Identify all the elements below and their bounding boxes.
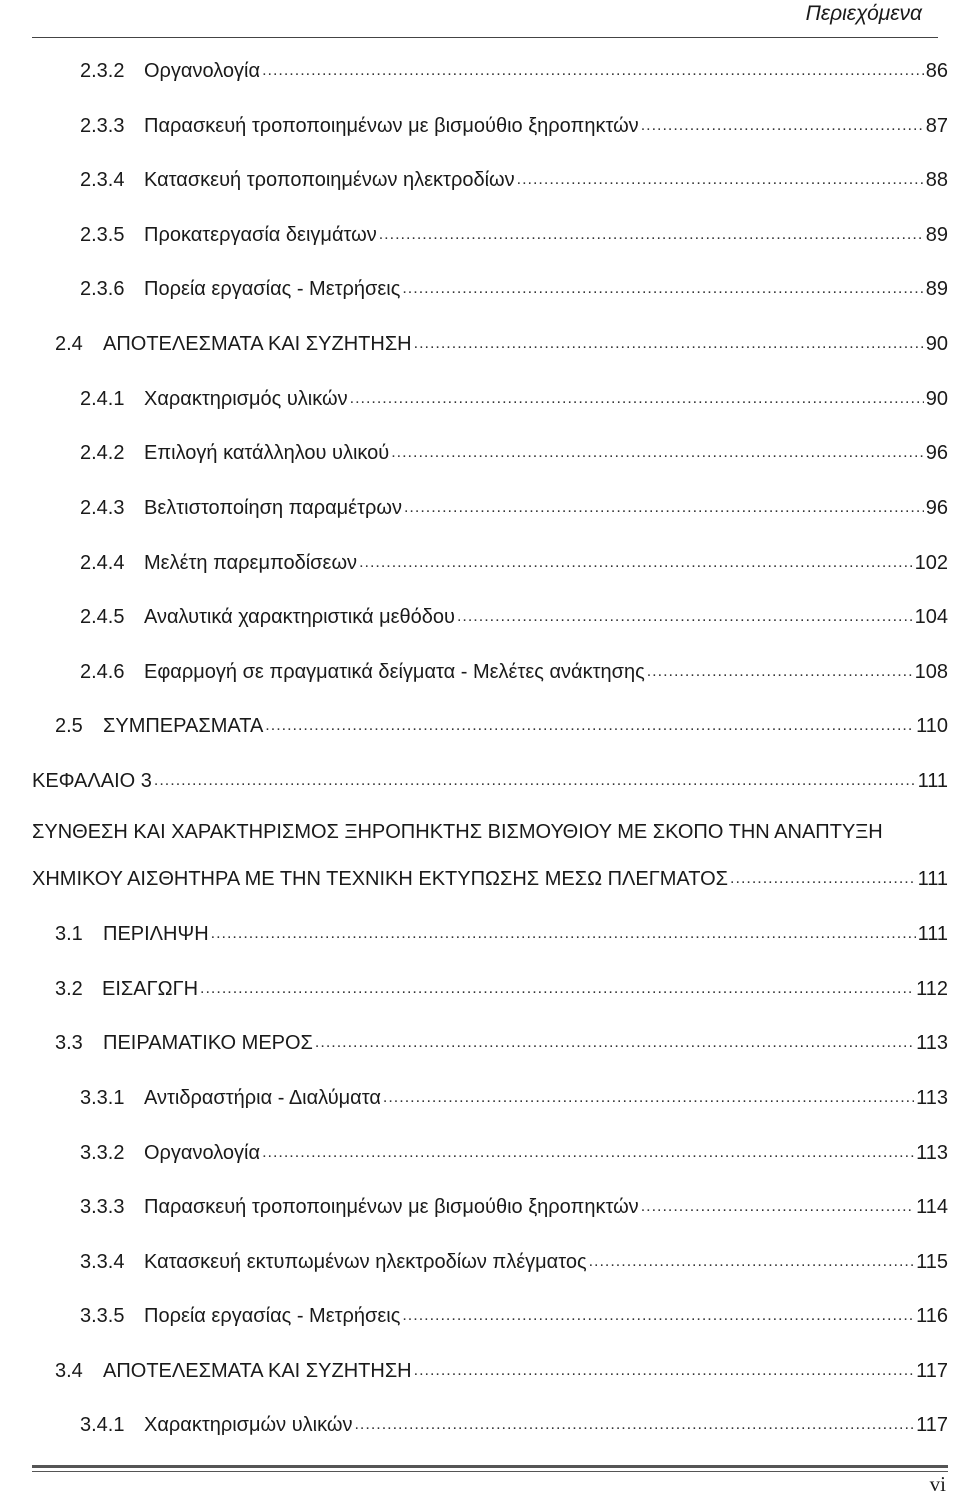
toc-entry[interactable] xyxy=(80,382,948,412)
toc-entry-page: 87 xyxy=(925,115,948,137)
toc-entry-page: 113 xyxy=(916,1032,948,1054)
toc-entry[interactable] xyxy=(32,764,948,794)
toc-entry[interactable] xyxy=(80,218,948,248)
toc-dot-leader xyxy=(641,1194,914,1220)
toc-entry[interactable] xyxy=(80,1299,948,1329)
toc-entry-page: 102 xyxy=(914,552,948,574)
header-title: Περιεχόμενα xyxy=(805,2,922,25)
toc-entry-number: 2.4.2 xyxy=(80,442,125,464)
toc-dot-leader xyxy=(262,58,924,84)
toc-entry[interactable] xyxy=(80,655,948,685)
toc-entry[interactable] xyxy=(32,862,948,892)
toc-entry[interactable] xyxy=(80,546,948,576)
toc-dot-leader xyxy=(414,331,924,357)
toc-entry-number: 3.3.5 xyxy=(80,1305,125,1327)
toc-entry[interactable] xyxy=(55,917,948,947)
toc-entry-number: 2.4.3 xyxy=(80,497,125,519)
toc-entry-page: 110 xyxy=(916,715,948,737)
toc-entry-label: ΚΕΦΑΛΑΙΟ 3 xyxy=(32,770,152,792)
toc-entry-number: 2.3.4 xyxy=(80,169,125,191)
footer-page-number: vi xyxy=(929,1472,946,1496)
toc-entry[interactable] xyxy=(80,491,948,521)
toc-entry-label: ΑΠΟΤΕΛΕΣΜΑΤΑ ΚΑΙ ΣΥΖΗΤΗΣΗ xyxy=(103,1360,412,1382)
toc-entry-number: 2.4.5 xyxy=(80,606,125,628)
toc-entry-label: ΧΗΜΙΚΟΥ ΑΙΣΘΗΤΗΡΑ ΜΕ ΤΗΝ ΤΕΧΝΙΚΗ ΕΚΤΥΠΩΣΗΣ ΜΕΣΩ ΠΛΕΓΜΑΤΟΣ xyxy=(32,868,729,890)
toc-entry-label: Εφαρμογή σε πραγματικά δείγματα - Μελέτες ανάκτησης xyxy=(144,661,645,683)
toc-entry-page: 111 xyxy=(917,923,948,945)
toc-entry-label: Παρασκευή τροποποιημένων με βισμούθιο ξηροπηκτών xyxy=(144,1196,639,1218)
toc-entry-page: 96 xyxy=(925,442,948,464)
toc-dot-leader xyxy=(354,1412,914,1438)
toc-dot-leader xyxy=(359,550,913,576)
toc-dot-leader xyxy=(391,440,924,466)
toc-entry[interactable] xyxy=(80,1081,948,1111)
toc-entry[interactable] xyxy=(55,1354,948,1384)
toc-entry-page: 104 xyxy=(914,606,948,628)
toc-entry-label: ΑΠΟΤΕΛΕΣΜΑΤΑ ΚΑΙ ΣΥΖΗΤΗΣΗ xyxy=(103,333,412,355)
toc-entry[interactable] xyxy=(80,1245,948,1275)
toc-entry-label: ΠΕΙΡΑΜΑΤΙΚΟ ΜΕΡΟΣ xyxy=(103,1032,313,1054)
toc-entry-label: Αναλυτικά χαρακτηριστικά μεθόδου xyxy=(144,606,455,628)
toc-entry-label: Προκατεργασία δειγμάτων xyxy=(144,224,377,246)
toc-entry[interactable] xyxy=(80,109,948,139)
toc-entry-number: 2.4.4 xyxy=(80,552,125,574)
toc-entry-label: Χαρακτηρισμών υλικών xyxy=(144,1414,353,1436)
toc-entry-label: Παρασκευή τροποποιημένων με βισμούθιο ξηροπηκτών xyxy=(144,115,639,137)
toc-entry-number: 2.3.3 xyxy=(80,115,125,137)
toc-entry-number: 2.3.6 xyxy=(80,278,125,300)
toc-entry-number: 2.3.5 xyxy=(80,224,125,246)
toc-entry-label[interactable]: ΣΥΝΘΕΣΗ ΚΑΙ ΧΑΡΑΚΤΗΡΙΣΜΟΣ ΞΗΡΟΠΗΚΤΗΣ ΒΙΣΜΟΥΘΙΟΥ ΜΕ ΣΚΟΠΟ ΤΗΝ ΑΝΑΠΤΥΞΗ xyxy=(32,821,883,843)
toc-entry[interactable] xyxy=(55,972,948,1002)
toc-dot-leader xyxy=(402,276,923,302)
toc-entry-label: ΠΕΡΙΛΗΨΗ xyxy=(103,923,209,945)
toc-entry-label: Πορεία εργασίας - Μετρήσεις xyxy=(144,278,401,300)
toc-entry-number: 3.2 xyxy=(55,978,83,1000)
toc-entry[interactable] xyxy=(80,1136,948,1166)
toc-dot-leader xyxy=(211,921,916,947)
toc-entry-page: 86 xyxy=(925,60,948,82)
toc-entry-page: 112 xyxy=(916,978,948,1000)
toc-entry-number: 3.3.1 xyxy=(80,1087,125,1109)
toc-entry-label: Πορεία εργασίας - Μετρήσεις xyxy=(144,1305,401,1327)
toc-entry-page: 88 xyxy=(925,169,948,191)
toc-entry-number: 2.4.6 xyxy=(80,661,125,683)
toc-dot-leader xyxy=(517,167,924,193)
toc-dot-leader xyxy=(265,713,914,739)
toc-entry-page: 116 xyxy=(916,1305,948,1327)
toc-entry-page: 117 xyxy=(916,1414,948,1436)
toc-dot-leader xyxy=(379,222,924,248)
toc-entry[interactable] xyxy=(55,709,948,739)
toc-entry-page: 115 xyxy=(916,1251,948,1273)
toc-entry[interactable] xyxy=(80,1190,948,1220)
toc-dot-leader xyxy=(589,1249,915,1275)
toc-entry-number: 3.3.3 xyxy=(80,1196,125,1218)
toc-entry-label: Κατασκευή εκτυπωμένων ηλεκτροδίων πλέγματος xyxy=(144,1251,587,1273)
toc-entry-number: 3.3 xyxy=(55,1032,83,1054)
toc-dot-leader xyxy=(402,1303,914,1329)
toc-dot-leader xyxy=(350,386,924,412)
toc-entry-page: 113 xyxy=(916,1142,948,1164)
toc-entry[interactable] xyxy=(55,1026,948,1056)
toc-entry-page: 89 xyxy=(925,224,948,246)
toc-dot-leader xyxy=(154,768,916,794)
toc-entry-number: 3.3.4 xyxy=(80,1251,125,1273)
toc-entry[interactable] xyxy=(80,1408,948,1438)
toc-dot-leader xyxy=(414,1358,914,1384)
toc-entry-page: 117 xyxy=(916,1360,948,1382)
toc-entry-number: 2.5 xyxy=(55,715,83,737)
toc-dot-leader xyxy=(647,659,913,685)
toc-entry-label: ΣΥΜΠΕΡΑΣΜΑΤΑ xyxy=(103,715,264,737)
toc-dot-leader xyxy=(200,976,914,1002)
toc-entry-number: 2.4.1 xyxy=(80,388,125,410)
toc-entry-page: 108 xyxy=(914,661,948,683)
toc-entry-number: 2.3.2 xyxy=(80,60,125,82)
toc-entry[interactable] xyxy=(80,163,948,193)
toc-entry[interactable] xyxy=(55,327,948,357)
toc-entry-page: 96 xyxy=(925,497,948,519)
toc-entry-page: 111 xyxy=(917,868,948,890)
toc-dot-leader xyxy=(457,604,913,630)
toc-dot-leader xyxy=(315,1030,914,1056)
toc-entry-page: 90 xyxy=(925,388,948,410)
toc-entry-label: Επιλογή κατάλληλου υλικού xyxy=(144,442,390,464)
toc-entry-label: Βελτιστοποίηση παραμέτρων xyxy=(144,497,402,519)
toc-entry-number: 3.1 xyxy=(55,923,83,945)
toc-dot-leader xyxy=(262,1140,914,1166)
toc-entry-number: 3.4 xyxy=(55,1360,83,1382)
toc-entry-label: Οργανολογία xyxy=(144,1142,261,1164)
toc-entry-label: Χαρακτηρισμός υλικών xyxy=(144,388,348,410)
toc-entry-page: 114 xyxy=(916,1196,948,1218)
toc-entry-label: Αντιδραστήρια - Διαλύματα xyxy=(144,1087,381,1109)
toc-entry[interactable] xyxy=(80,436,948,466)
toc-dot-leader xyxy=(641,113,924,139)
toc-dot-leader xyxy=(383,1085,914,1111)
toc-entry-page: 90 xyxy=(925,333,948,355)
header-rule xyxy=(32,37,938,38)
footer-rule-thin xyxy=(32,1471,948,1472)
toc-dot-leader xyxy=(404,495,924,521)
toc-entry-number: 3.3.2 xyxy=(80,1142,125,1164)
toc-dot-leader xyxy=(730,866,916,892)
toc-entry-number: 2.4 xyxy=(55,333,83,355)
footer-rule xyxy=(32,1465,948,1468)
toc-entry-number: 3.4.1 xyxy=(80,1414,125,1436)
toc-entry-page: 89 xyxy=(925,278,948,300)
toc-entry[interactable] xyxy=(80,600,948,630)
toc-entry-label: ΕΙΣΑΓΩΓΗ xyxy=(102,978,199,1000)
toc-entry-label: Μελέτη παρεμποδίσεων xyxy=(144,552,358,574)
toc-entry-page: 113 xyxy=(916,1087,948,1109)
toc-entry[interactable] xyxy=(80,272,948,302)
toc-entry[interactable] xyxy=(80,54,948,84)
toc-entry-page: 111 xyxy=(917,770,948,792)
toc-entry-label: Κατασκευή τροποποιημένων ηλεκτροδίων xyxy=(144,169,515,191)
toc-entry-label: Οργανολογία xyxy=(144,60,261,82)
